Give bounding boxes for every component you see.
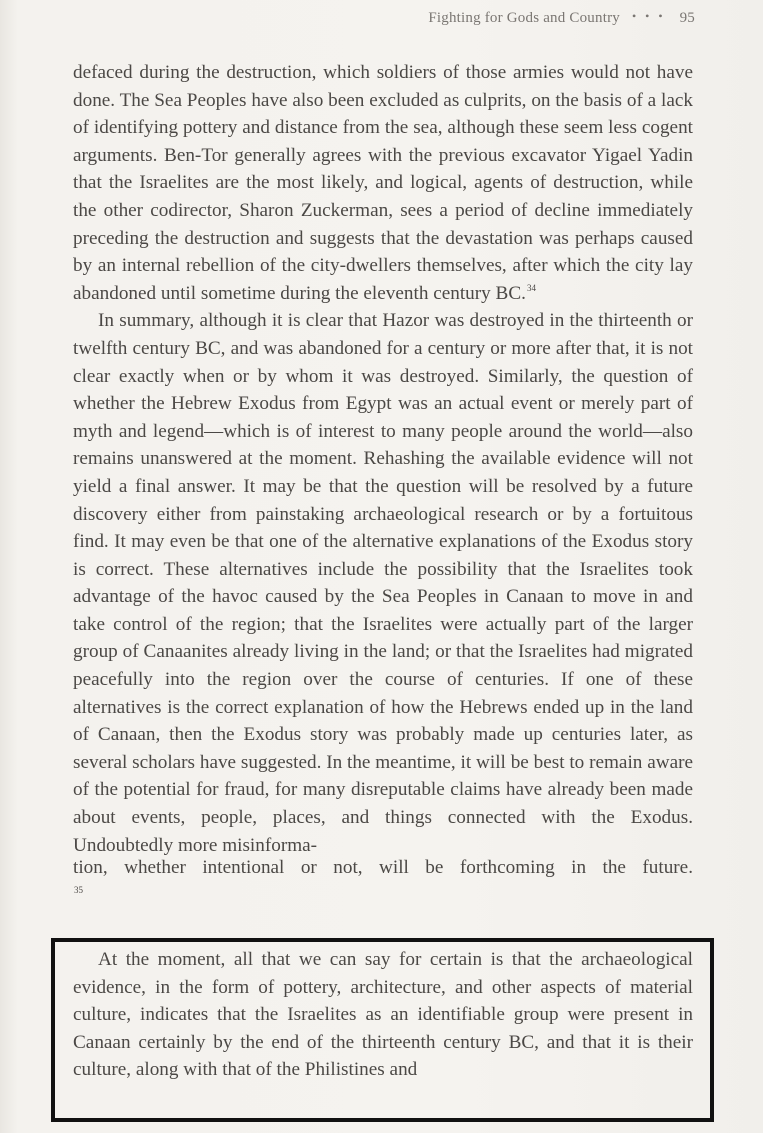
paragraph-text: defaced during the destruction, which soldiers of those armies would not have done. The Sea Peoples have also been excluded as culprits, on the basis of a lack of identifying pottery and distance from the sea, although these seem less cogent arguments. Ben-Tor generally agrees with the previous excavator Yigael Yadin that the Israelites are the most likely, and logical, agents of destruction, while the other codirector, Sharon Zuckerman, sees a period of decline immediately preceding the destruction and suggests that the devastation was perhaps caused by an internal rebellion of the city-dwellers themselves, after which the city lay abandoned until sometime during the eleventh century BC.	[73, 62, 693, 304]
footnote-marker: 35	[74, 884, 83, 895]
paragraph-text: In summary, although it is clear that Hazor was destroyed in the thirteenth or twelfth century BC, and was abandoned for a century or more after that, it is not clear exactly when or by whom it was destroyed. Similarly, the question of whether the Hebrew Exodus from Egypt was an actual event or merely part of myth and legend—which is of interest to many people around the world—also remains unanswered at the moment. Rehashing the available evidence will not yield a final answer. It may be that the question will be resolved by a future discovery either from painstaking archaeological research or by a fortuitous find. It may even be that one of the alternative explanations of the Exodus story is correct. These alternatives include the possibility that the Israelites took advantage of the havoc caused by the Sea Peoples in Canaan to move in and take control of the region; that the Israelites were actually part of the larger group of Canaanites already living in the land; or that the Israelites had migrated peacefully into the region over the course of centuries. If one of these alternatives is the correct explanation of how the Hebrews ended up in the land of Canaan, then the Exodus story was probably made up centuries later, as several scholars have suggested. In the meantime, it will be best to remain aware of the potential for fraud, for many disreputable claims have already been made about events, people, places, and things connected with the Exodus. Undoubtedly more misinforma-	[73, 310, 693, 856]
running-head-title: Fighting for Gods and Country	[428, 10, 620, 26]
paragraph-summary	[73, 307, 693, 859]
highlight-box	[51, 938, 714, 1122]
partially-hidden-text: tion, whether intentional or not, will be forthcoming in the future.	[73, 857, 693, 879]
page-number: 95	[679, 10, 695, 26]
footnote-marker: 34	[526, 282, 536, 293]
partially-hidden-line	[73, 854, 693, 895]
paragraph-text: At the moment, all that we can say for certain is that the archaeological evidence, in the form of pottery, architecture, and other aspects of material culture, indicates that the Israelites as an identifiable group were present in Canaan certainly by the end of the thirteenth century BC, and that it is their culture, along with that of the Philistines and	[73, 949, 693, 1081]
paragraph-hazor-destruction	[73, 59, 693, 307]
main-text	[73, 59, 693, 895]
running-head-dots: • • •	[631, 9, 666, 23]
running-head	[428, 10, 695, 27]
